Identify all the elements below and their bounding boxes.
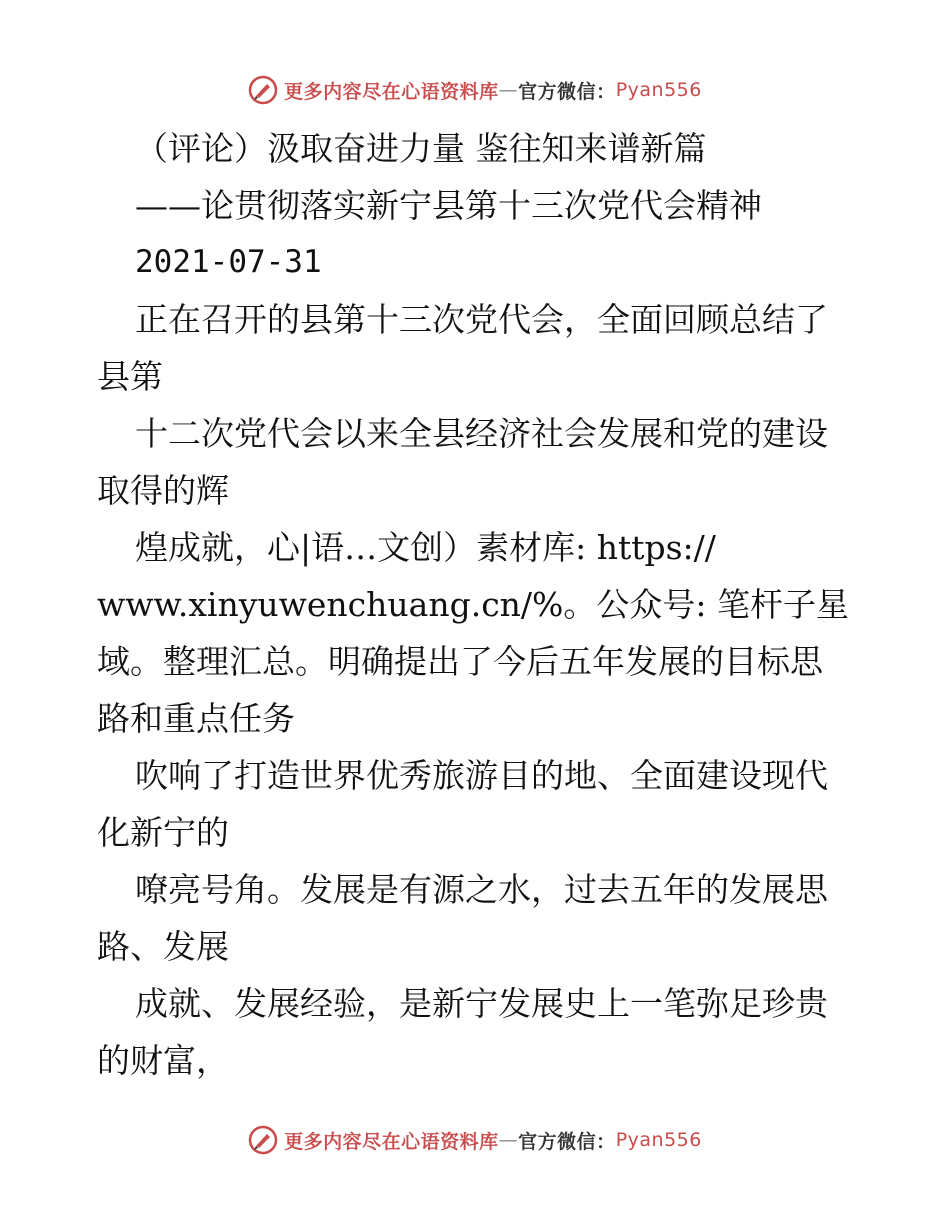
body-line: 嘹亮号角。发展是有源之水，过去五年的发展思 bbox=[135, 870, 828, 909]
body-line: 煌成就，心|语…文创）素材库: https:// bbox=[135, 528, 716, 567]
banner-wechat-id: Pyan556 bbox=[615, 79, 702, 101]
body-line: 十二次党代会以来全县经济社会发展和党的建设 bbox=[135, 414, 828, 453]
body-line: 吹响了打造世界优秀旅游目的地、全面建设现代 bbox=[135, 756, 828, 795]
body-line: 化新宁的 bbox=[97, 813, 229, 852]
document-date: 2021-07-31 bbox=[135, 244, 322, 280]
banner-dash: — bbox=[498, 79, 519, 101]
banner-wechat-id: Pyan556 bbox=[615, 1129, 702, 1151]
body-line: 路和重点任务 bbox=[97, 699, 295, 738]
body-line: 正在召开的县第十三次党代会，全面回顾总结了 bbox=[135, 300, 828, 339]
body-line: 取得的辉 bbox=[97, 471, 229, 510]
banner-main-text: 更多内容尽在心语资料库 bbox=[284, 1130, 499, 1153]
document-subtitle: ——论贯彻落实新宁县第十三次党代会精神 bbox=[135, 186, 762, 225]
body-text bbox=[97, 291, 857, 1089]
banner-wechat-label: 官方微信： bbox=[518, 1130, 616, 1153]
body-line: 域。整理汇总。明确提出了今后五年发展的目标思 bbox=[97, 642, 823, 681]
pen-logo-icon bbox=[248, 75, 278, 105]
body-line: 县第 bbox=[97, 357, 163, 396]
pen-logo-icon bbox=[248, 1125, 278, 1155]
document-title: （评论）汲取奋进力量 鉴往知来谱新篇 bbox=[135, 129, 707, 168]
body-line: 路、发展 bbox=[97, 927, 229, 966]
body-line: 的财富， bbox=[97, 1041, 229, 1080]
banner-wechat-label: 官方微信： bbox=[518, 80, 616, 103]
document-body bbox=[97, 120, 857, 1089]
header-banner bbox=[0, 70, 950, 110]
body-line: 成就、发展经验，是新宁发展史上一笔弥足珍贵 bbox=[135, 984, 828, 1023]
body-line: www.xinyuwenchuang.cn/%。公众号: 笔杆子星 bbox=[97, 585, 850, 624]
footer-banner bbox=[0, 1120, 950, 1160]
banner-dash: — bbox=[498, 1129, 519, 1151]
banner-main-text: 更多内容尽在心语资料库 bbox=[284, 80, 499, 103]
